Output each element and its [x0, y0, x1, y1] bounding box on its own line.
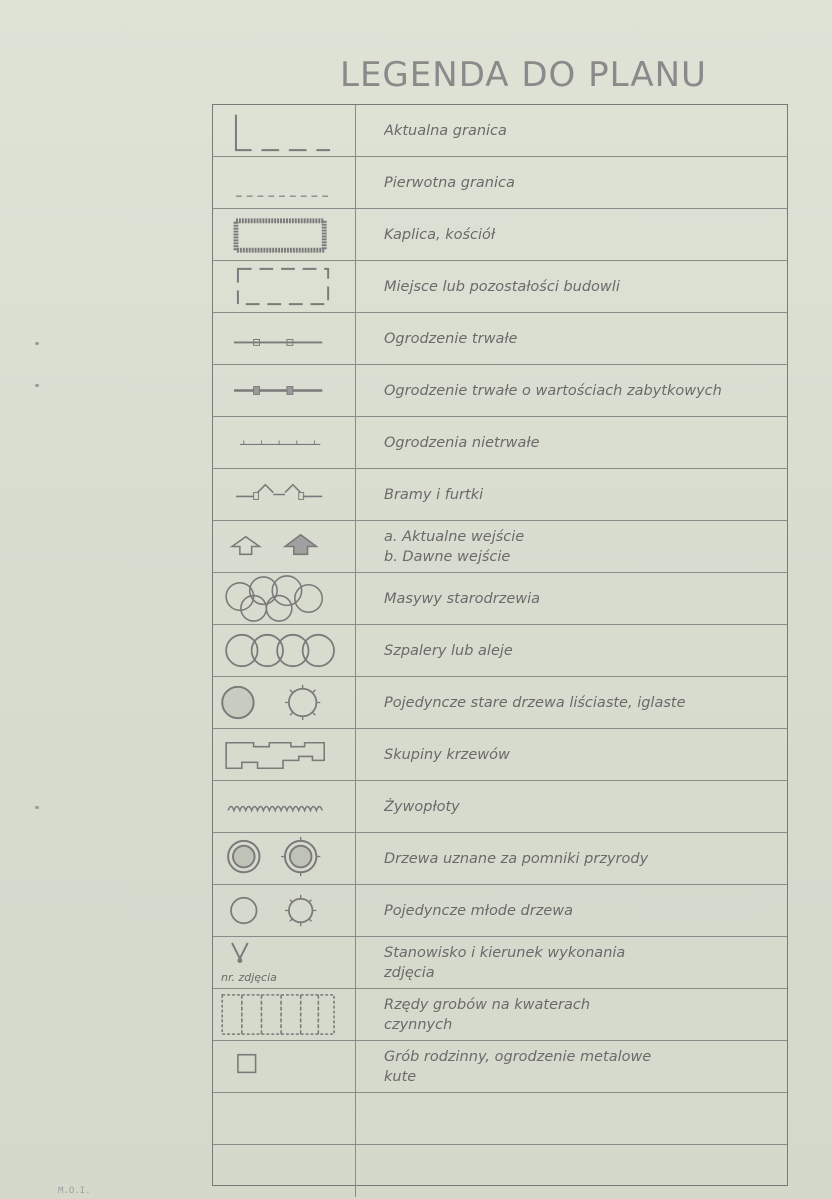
legend-description [384, 105, 783, 156]
legend-text-line: Bramy i furtki [384, 486, 484, 503]
hedge-icon [213, 781, 356, 832]
legend-text-line: Grób rodzinny, ogrodzenie metalowe [384, 1048, 652, 1065]
legend-text-line: Stanowisko i kierunek wykonania [384, 944, 626, 961]
legend-description [384, 365, 783, 416]
legend-description [384, 1093, 783, 1144]
legend-symbol-cell [213, 521, 356, 572]
legend-description [384, 469, 783, 520]
legend-text-line: zdjęcia [384, 964, 435, 981]
legend-description [384, 157, 783, 208]
symbol-caption: nr. zdjęcia [221, 971, 277, 984]
legend-description [384, 1145, 783, 1197]
legend-symbol-cell [213, 1145, 356, 1197]
gates-icon [213, 469, 356, 520]
legend-description [384, 729, 783, 780]
shrub-groups-icon [213, 729, 356, 780]
legend-row [213, 729, 787, 781]
legend-row [213, 833, 787, 885]
historic-fence-icon [213, 365, 356, 416]
legend-description [384, 989, 783, 1040]
legend-row [213, 469, 787, 521]
legend-symbol-cell [213, 833, 356, 884]
legend-description [384, 521, 783, 572]
legend-symbol-cell [213, 781, 356, 832]
legend-description [384, 781, 783, 832]
legend-row [213, 625, 787, 677]
legend-description [384, 1041, 783, 1092]
legend-text-line: Żywopłoty [384, 798, 460, 815]
legend-description [384, 937, 783, 988]
legend-symbol-cell [213, 937, 356, 988]
young-trees-icon [213, 885, 356, 936]
monument-trees-icon [213, 833, 356, 884]
legend-symbol-cell [213, 261, 356, 312]
building-ruins-icon [213, 261, 356, 312]
legend-symbol-cell [213, 1093, 356, 1144]
grave-rows-icon [213, 989, 356, 1040]
legend-text-line: Ogrodzenie trwałe o wartościach zabytkowych [384, 382, 722, 399]
legend-symbol-cell [213, 625, 356, 676]
legend-row [213, 781, 787, 833]
legend-text-line: Pierwotna granica [384, 174, 515, 191]
legend-text-line: Pojedyncze stare drzewa liściaste, iglaste [384, 694, 686, 711]
legend-symbol-cell [213, 313, 356, 364]
legend-text-line: b. Dawne wejście [384, 548, 511, 565]
legend-symbol-cell [213, 105, 356, 156]
legend-text-line: Masywy starodrzewia [384, 590, 541, 607]
empty-row [213, 1093, 356, 1144]
old-trees-mass-icon [213, 573, 356, 624]
legend-description [384, 625, 783, 676]
legend-symbol-cell [213, 677, 356, 728]
permanent-fence-icon [213, 313, 356, 364]
legend-symbol-cell [213, 1041, 356, 1092]
legend-description [384, 833, 783, 884]
legend-symbol-cell [213, 885, 356, 936]
legend-description [384, 573, 783, 624]
legend-row [213, 209, 787, 261]
legend-description [384, 417, 783, 468]
legend-text-line: Szpalery lub aleje [384, 642, 513, 659]
legend-symbol-cell [213, 417, 356, 468]
legend-row [213, 105, 787, 157]
legend-text-line: Kaplica, kościół [384, 226, 496, 243]
legend-row [213, 677, 787, 729]
legend-row [213, 573, 787, 625]
legend-text-line: a. Aktualne wejście [384, 528, 525, 545]
legend-symbol-cell [213, 573, 356, 624]
legend-text-line: Miejsce lub pozostałości budowli [384, 278, 620, 295]
legend-text-line: Pojedyncze młode drzewa [384, 902, 573, 919]
legend-text-line: Drzewa uznane za pomniki przyrody [384, 850, 649, 867]
chapel-icon [213, 209, 356, 260]
page-title: LEGENDA DO PLANU [340, 55, 707, 95]
legend-symbol-cell [213, 209, 356, 260]
legend-row [213, 365, 787, 417]
legend-row [213, 417, 787, 469]
legend-description [384, 313, 783, 364]
legend-text-line: Rzędy grobów na kwaterach [384, 996, 591, 1013]
current-boundary-icon [213, 105, 356, 156]
legend-row [213, 1145, 787, 1197]
legend-row [213, 1041, 787, 1093]
tree-rows-icon [213, 625, 356, 676]
legend-row [213, 261, 787, 313]
legend-row [213, 885, 787, 937]
empty-row [213, 1145, 356, 1197]
legend-symbol-cell [213, 729, 356, 780]
legend-description [384, 677, 783, 728]
legend-symbol-cell [213, 157, 356, 208]
legend-row [213, 937, 787, 989]
legend-text-line: Aktualna granica [384, 122, 507, 139]
legend-row [213, 521, 787, 573]
legend-table [212, 104, 788, 1186]
legend-row [213, 989, 787, 1041]
legend-symbol-cell [213, 989, 356, 1040]
legend-text-line: Skupiny krzewów [384, 746, 510, 763]
legend-row [213, 1093, 787, 1145]
legend-row [213, 157, 787, 209]
legend-text-line: Ogrodzenia nietrwałe [384, 434, 540, 451]
punch-mark [35, 806, 39, 809]
legend-symbol-cell [213, 469, 356, 520]
temporary-fence-icon [213, 417, 356, 468]
legend-description [384, 209, 783, 260]
single-old-trees-icon [213, 677, 356, 728]
legend-row [213, 313, 787, 365]
original-boundary-icon [213, 157, 356, 208]
legend-description [384, 885, 783, 936]
legend-symbol-cell [213, 365, 356, 416]
entrance-arrows-icon [213, 521, 356, 572]
family-grave-icon [213, 1041, 356, 1092]
punch-mark [35, 342, 39, 345]
legend-description [384, 261, 783, 312]
legend-text-line: czynnych [384, 1016, 453, 1033]
footer-note: M.O.I. [58, 1186, 91, 1196]
legend-text-line: Ogrodzenie trwałe [384, 330, 518, 347]
punch-mark [35, 384, 39, 387]
legend-text-line: kute [384, 1068, 417, 1085]
